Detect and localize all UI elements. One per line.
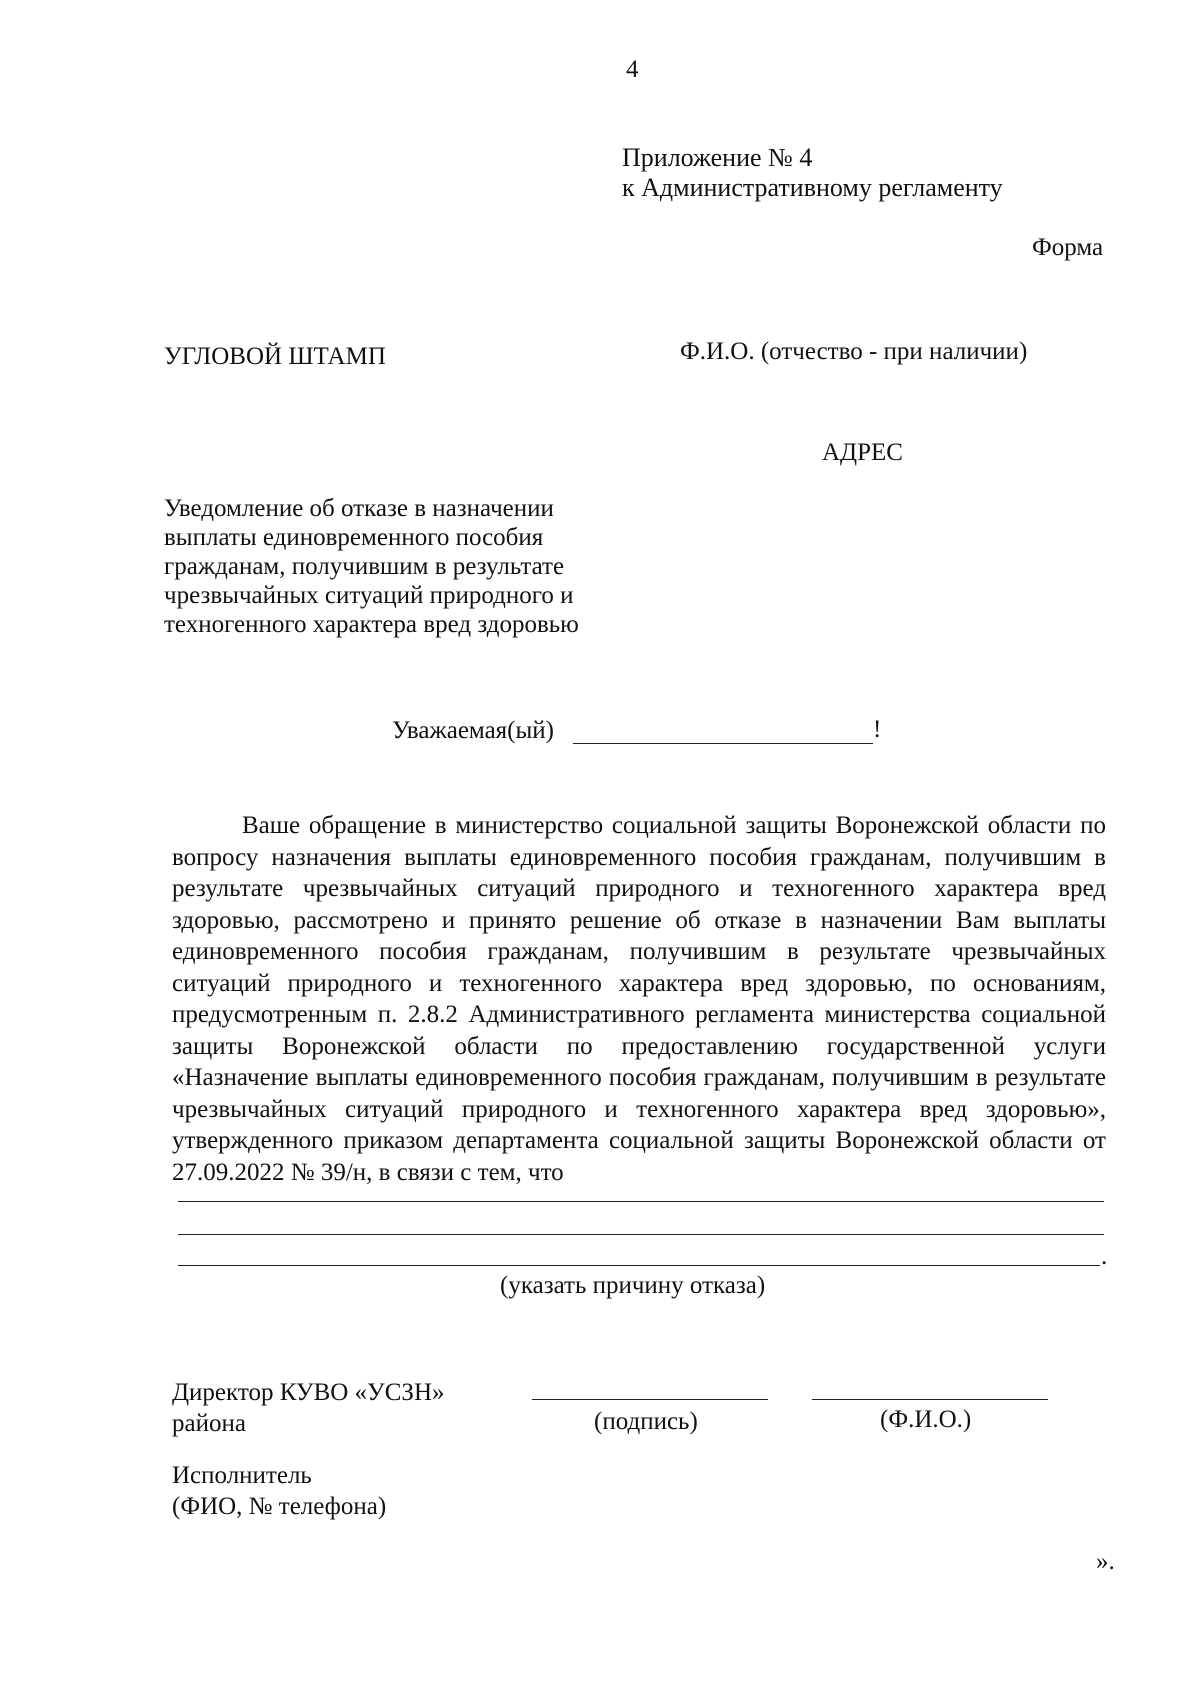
notice-title-line-2: выплаты единовременного пособия [164, 524, 544, 551]
signature-caption: (подпись) [594, 1408, 698, 1435]
notice-title-line-1: Уведомление об отказе в назначении [164, 495, 554, 522]
closing-quote-mark: ». [1096, 1548, 1115, 1575]
salutation: Уважаемая(ый) [392, 717, 554, 744]
director-district: района [172, 1410, 246, 1437]
recipient-address: АДРЕС [822, 439, 903, 466]
body-text: Ваше обращение в министерство социальной защиты Воронежской области по вопросу назначения выплаты единовременного пособия гражданам, получившим в результате чрезвычайных ситуаций природного и техногенного характера вред здоровью, рассмотрено и принято решение об отказе в назначении Вам выплаты единовременного пособия гражданам, получившим в результате чрезвычайных ситуаций природного и техногенного характера вред здоровью, по основаниям, предусмотренным п. 2.8.2 Административного регламента министерства социальной защиты Воронежской области по предоставлению государственной услуги «Назначение выплаты единовременного пособия гражданам, получившим в результате чрезвычайных ситуаций природного и техногенного характера вред здоровью», утвержденного приказом департамента социальной защиты Воронежской области от 27.09.2022 № 39/н, в связи с тем, что [172, 812, 1106, 1186]
reason-caption: (указать причину отказа) [500, 1272, 766, 1299]
recipient-name-blank [573, 743, 873, 744]
executor-contact: (ФИО, № телефона) [172, 1493, 387, 1520]
director-position: Директор КУВО «УСЗН» [172, 1379, 445, 1406]
recipient-fio: Ф.И.О. (отчество - при наличии) [680, 338, 1028, 365]
fio-line [812, 1399, 1048, 1400]
notice-title-line-3: гражданам, получившим в результате [164, 553, 565, 580]
page-number: 4 [626, 56, 639, 83]
salutation-exclamation: ! [873, 716, 882, 743]
appendix-number: Приложение № 4 [622, 143, 813, 172]
reason-line-3 [178, 1265, 1100, 1266]
signature-line [532, 1399, 768, 1400]
corner-stamp: УГЛОВОЙ ШТАМП [164, 343, 386, 370]
form-label: Форма [1032, 234, 1104, 261]
appendix-reference: к Административному регламенту [622, 173, 1003, 202]
reason-line-1 [178, 1201, 1104, 1202]
reason-line-2 [178, 1234, 1104, 1235]
notice-title-line-4: чрезвычайных ситуаций природного и [164, 582, 574, 609]
reason-line-end: . [1101, 1243, 1108, 1270]
fio-caption: (Ф.И.О.) [880, 1406, 972, 1433]
notice-title-line-5: техногенного характера вред здоровью [164, 611, 579, 638]
executor-label: Исполнитель [172, 1462, 312, 1489]
